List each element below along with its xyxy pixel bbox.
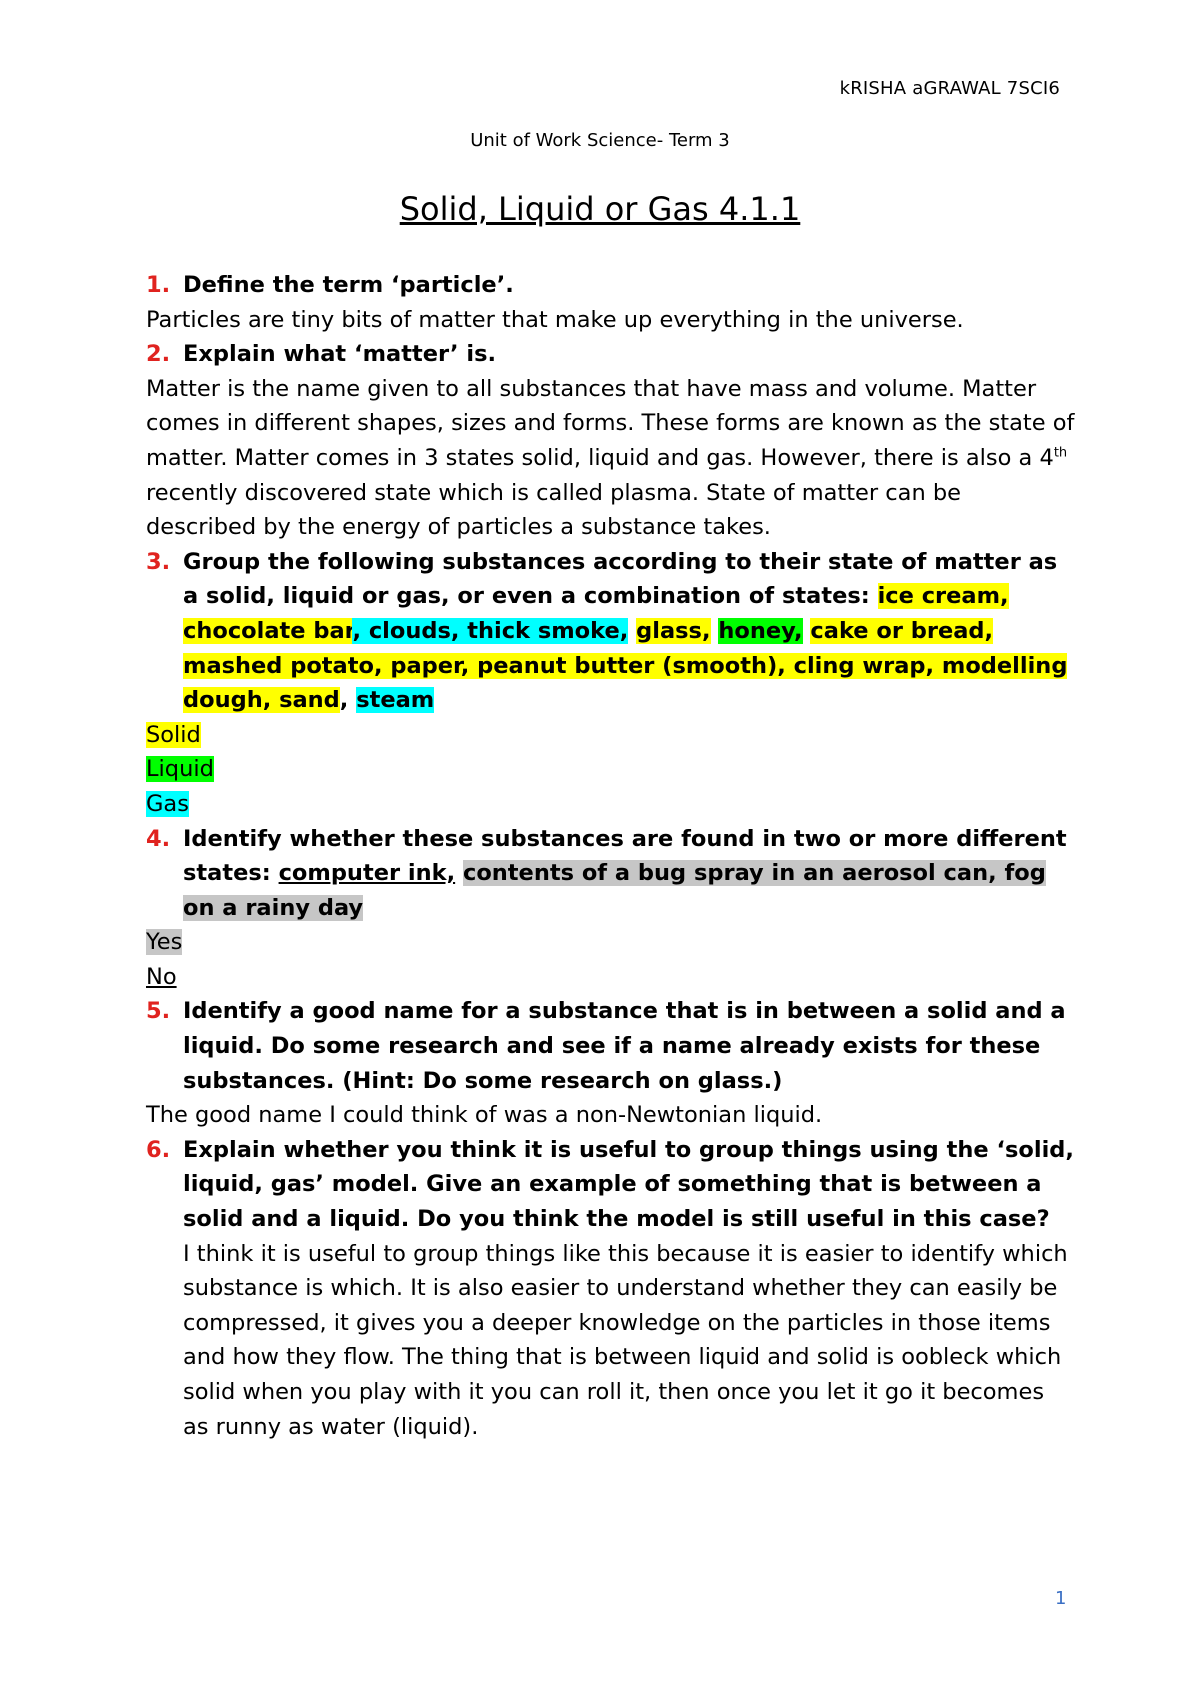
question-5 — [146, 994, 1076, 1098]
question-text: Identify a good name for a substance that is in between a solid and a liquid. Do some research and see if a name already exists for these substances. (Hint: Do some research on glass.) — [183, 998, 1066, 1094]
substance-ice-cream: ice cream, — [877, 583, 1009, 610]
question-number: 6. — [146, 1136, 171, 1163]
answer-text: recently discovered state which is called plasma. State of matter can be described by the energy of particles a substance takes. — [146, 479, 961, 541]
question-lead: Identify whether these substances are found in two or more different states: — [183, 825, 1067, 887]
legend-solid — [146, 718, 1076, 753]
superscript: th — [1053, 445, 1068, 461]
legend-label: Liquid — [146, 756, 214, 783]
substance-glass: glass, — [636, 617, 711, 644]
question-6 — [146, 1133, 1076, 1237]
legend-label: No — [146, 963, 177, 990]
question-number: 1. — [146, 272, 171, 298]
question-4 — [146, 822, 1076, 926]
substance-clouds-smoke: , clouds, thick smoke, — [352, 617, 629, 644]
question-text — [183, 822, 1076, 926]
question-text: Explain what ‘matter’ is. — [183, 341, 497, 368]
answer-5: The good name I could think of was a non-Newtonian liquid. — [146, 1102, 823, 1129]
question-lead: Group the following substances according to their state of matter as a solid, liquid or gas, or even a combination of states: — [183, 548, 1058, 610]
question-text — [183, 545, 1076, 718]
question-number: 3. — [146, 548, 171, 575]
document-body — [146, 268, 1076, 1444]
answer-6: I think it is useful to group things like this because it is easier to identify which substance is which. It is also easier to understand whether they can easily be compressed, it gives you a deeper knowledge on the particles in those items and how they flow. The thing that is between liquid and solid is oobleck which solid when you play with it you can roll it, then once you let it go it becomes as runny as water (liquid). — [183, 1240, 1068, 1440]
legend-gas — [146, 787, 1076, 822]
page-number: 1 — [1055, 1588, 1067, 1609]
author-header: kRISHA aGRAWAL 7SCI6 — [839, 78, 1060, 99]
question-text: Explain whether you think it is useful to group things using the ‘solid, liquid, gas’ model. Give an example of something that is between a solid and a liquid. Do you think the model is still useful in this case? — [183, 1136, 1074, 1233]
answer-1: Particles are tiny bits of matter that make up everything in the universe. — [146, 306, 964, 333]
legend-liquid — [146, 752, 1076, 787]
legend-label: Solid — [146, 721, 201, 748]
question-number: 5. — [146, 998, 171, 1025]
answer-2 — [146, 372, 1076, 545]
substance-solids-list: cake or bread, mashed potato, paper, peanut butter (smooth), cling wrap, modelling dough, sand — [183, 617, 1068, 714]
legend-label: Gas — [146, 790, 189, 817]
answer-text: Matter is the name given to all substances that have mass and volume. Matter comes in different shapes, sizes and forms. These forms are known as the state of matter. Matter comes in 3 states solid, liquid and gas. However, there is also a 4 — [146, 375, 1075, 471]
substance-honey: honey, — [718, 617, 803, 644]
question-number: 2. — [146, 341, 171, 368]
legend-label: Yes — [146, 929, 183, 956]
question-text: Define the term ‘particle’. — [183, 272, 514, 298]
substance-computer-ink: computer ink, — [278, 860, 456, 887]
separator: , — [339, 687, 349, 714]
substance-multi-state: contents of a bug spray in an aerosol can, fog on a rainy day — [183, 860, 1046, 921]
legend-no — [146, 960, 1076, 995]
question-2 — [146, 337, 1076, 372]
unit-title: Unit of Work Science- Term 3 — [470, 130, 730, 151]
substance-chocolate-bar: chocolate bar — [183, 617, 353, 644]
legend-yes — [146, 925, 1076, 960]
question-3 — [146, 545, 1076, 718]
substance-steam: steam — [356, 687, 435, 714]
question-number: 4. — [146, 825, 171, 852]
page-title: Solid, Liquid or Gas 4.1.1 — [399, 190, 801, 228]
question-1 — [146, 268, 1076, 303]
